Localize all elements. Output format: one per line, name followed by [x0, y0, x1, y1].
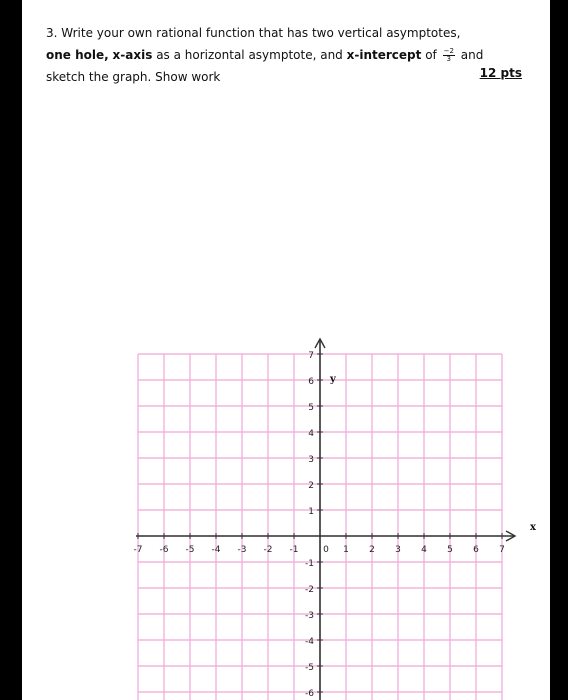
question-number: 3.: [46, 26, 58, 40]
worksheet-page: [22, 0, 550, 700]
x-tick-label: 7: [499, 545, 505, 555]
x-tick-label: 2: [369, 545, 375, 555]
y-tick-label: 2: [308, 481, 314, 491]
y-tick-label: -5: [305, 663, 314, 673]
y-tick-label: -2: [305, 585, 314, 595]
x-tick-label: -5: [185, 545, 195, 555]
of-text: of: [425, 48, 437, 62]
y-tick-label: 3: [308, 455, 314, 465]
y-tick-label: -4: [305, 637, 314, 647]
x-tick-label: 6: [473, 545, 479, 555]
coordinate-grid: [22, 0, 550, 700]
y-tick-label: 7: [308, 351, 314, 361]
points-label: 12 pts: [479, 66, 522, 80]
y-tick-label: -1: [305, 559, 314, 569]
x-tick-label: 3: [395, 545, 401, 555]
one-hole-text: one hole,: [46, 48, 109, 62]
x-axis-text: x-axis: [112, 48, 153, 62]
y-tick-label: 5: [308, 403, 314, 413]
x-tick-label: -4: [211, 545, 221, 555]
x-tick-label: -3: [237, 545, 247, 555]
x-tick-label: -7: [133, 545, 143, 555]
x-tick-labels: [134, 545, 505, 555]
y-tick-label: 4: [308, 429, 314, 439]
y-tick-label: -6: [305, 689, 314, 699]
fraction-numerator: −2: [443, 47, 454, 55]
x-intercept-text: x-intercept: [346, 48, 422, 62]
y-tick-labels: [305, 351, 314, 700]
x-tick-label: 0: [323, 545, 329, 555]
x-axis-label: x: [530, 522, 536, 533]
question-line-2: as a horizontal asymptote, and: [156, 48, 343, 62]
x-tick-label: 4: [421, 545, 427, 555]
axes: [133, 339, 515, 700]
x-tick-label: 1: [343, 545, 349, 555]
x-tick-label: -2: [263, 545, 273, 555]
x-tick-label: 5: [447, 545, 453, 555]
question-line-3: sketch the graph. Show work: [46, 70, 221, 84]
x-tick-label: -6: [159, 545, 169, 555]
y-tick-label: 6: [308, 377, 314, 387]
y-axis-label: y: [330, 374, 336, 385]
x-tick-label: -1: [289, 545, 299, 555]
fraction-denominator: 3: [446, 55, 451, 63]
y-tick-label: 1: [308, 507, 314, 517]
question-line-1: Write your own rational function that has two vertical asymptotes,: [61, 26, 461, 40]
y-tick-label: -3: [305, 611, 314, 621]
and-text: and: [460, 48, 484, 62]
